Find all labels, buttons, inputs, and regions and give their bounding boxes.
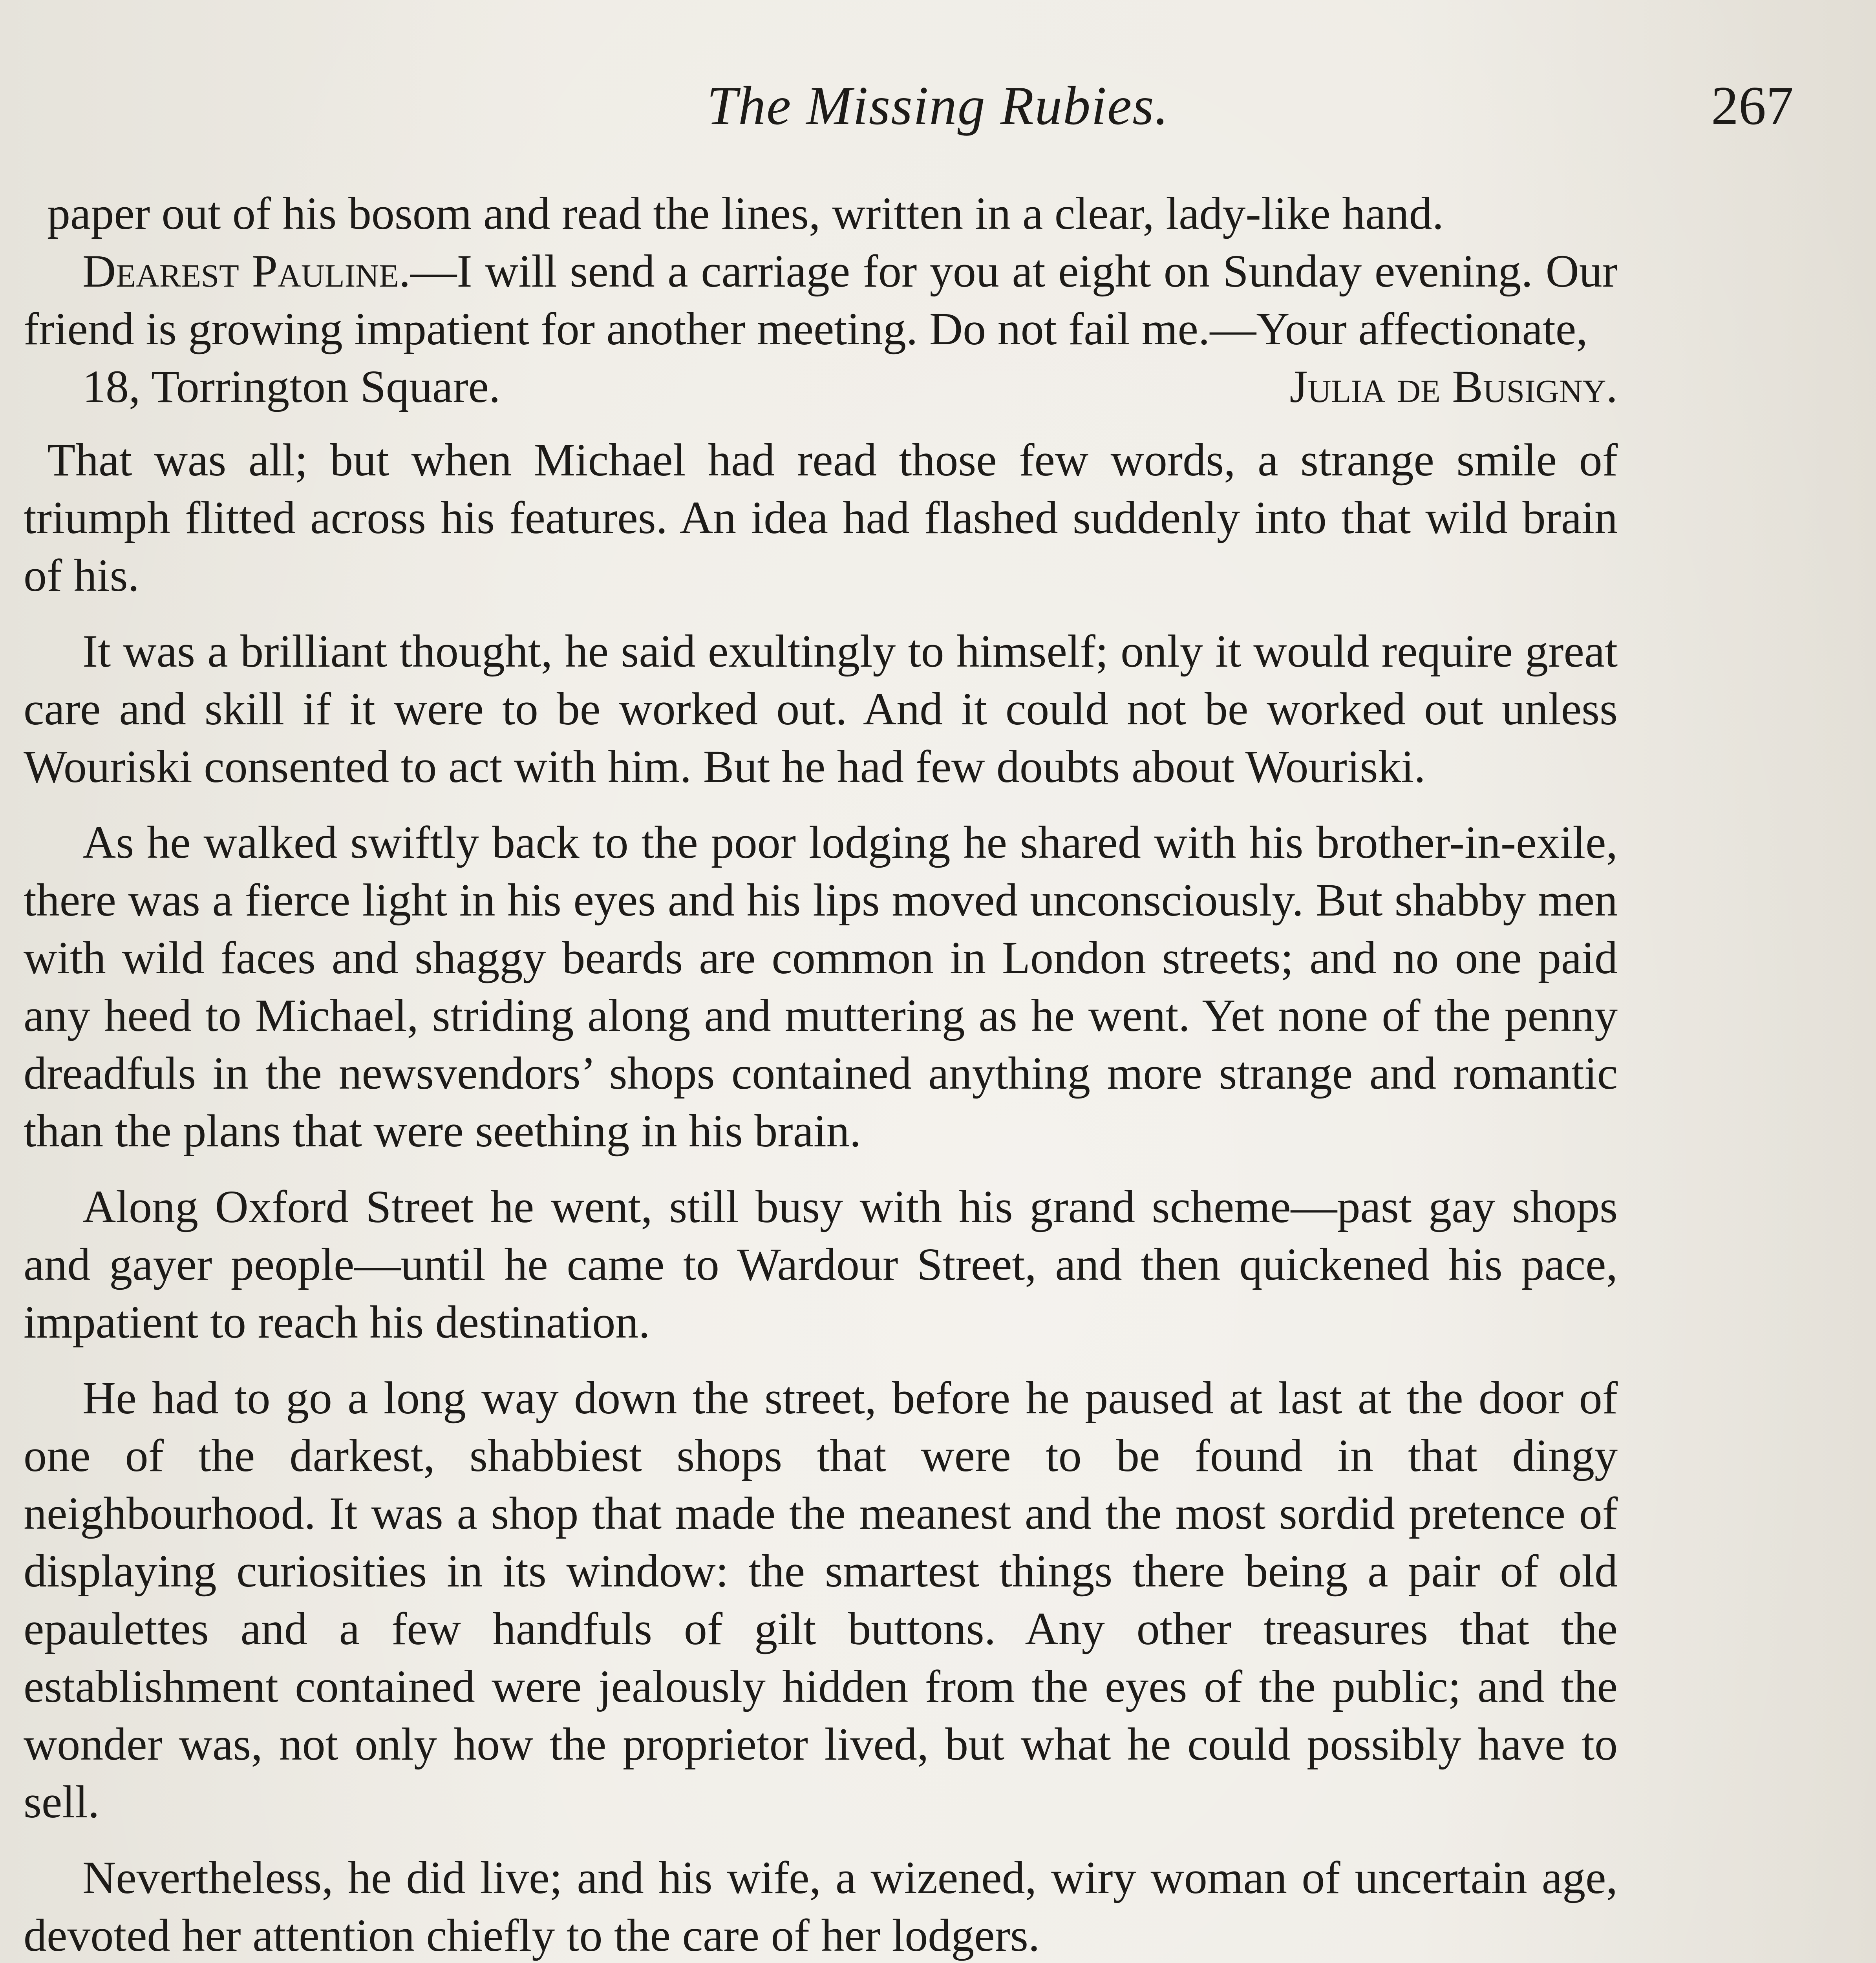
paragraph: Along Oxford Street he went, still busy with his grand scheme—past gay shops and gayer people—until he came to Wardour Street, and then quickened his pace, impatient to reach his destination. <box>24 1181 1618 1348</box>
letter-signature: Julia de Busigny. <box>1289 361 1618 412</box>
paragraph: Nevertheless, he did live; and his wife, a wizened, wiry woman of uncertain age, devoted her attention chiefly to the care of her lodgers. <box>24 1852 1618 1961</box>
letter-body: —I will send a carriage for you at eight on Sunday evening. Our friend is growing impatient for another meeting. Do not fail me.—Your affectionate, <box>24 245 1618 355</box>
letter-address: 18, Torrington Square. <box>82 361 501 412</box>
paragraph: paper out of his bosom and read the lines, written in a clear, lady-like hand. <box>47 188 1444 239</box>
page-header <box>0 67 1876 145</box>
page-number: 267 <box>1711 75 1794 136</box>
letter-closing <box>24 358 1618 415</box>
paragraph: It was a brilliant thought, he said exultingly to himself; only it would require great care and skill if it were to be worked out. And it could not be worked out unless Wouriski consented to act with him. But he had few doubts about Wouriski. <box>24 625 1618 792</box>
body-text <box>24 185 1618 1963</box>
running-title: The Missing Rubies. <box>707 75 1169 136</box>
letter-salutation: Dearest Pauline. <box>82 245 411 297</box>
paragraph: He had to go a long way down the street, before he paused at last at the door of one of the darkest, shabbiest shops that were to be found in that dingy neighbourhood. It was a shop that made the meanest and the most sordid pretence of displaying curiosities in its window: the smartest things there being a pair of old epaulettes and a few handfuls of gilt buttons. Any other treasures that the establishment contained were jealously hidden from the eyes of the public; and the wonder was, not only how the proprietor lived, but what he could possibly have to sell. <box>24 1372 1618 1828</box>
paragraph: As he walked swiftly back to the poor lodging he shared with his brother-in-exile, there was a fierce light in his eyes and his lips moved unconsciously. But shabby men with wild faces and shaggy beards are common in London streets; and no one paid any heed to Michael, striding along and muttering as he went. Yet none of the penny dreadfuls in the newsvendors’ shops contained anything more strange and romantic than the plans that were seething in his brain. <box>24 817 1618 1157</box>
paragraph: That was all; but when Michael had read those few words, a strange smile of triumph flitted across his features. An idea had flashed suddenly into that wild brain of his. <box>24 434 1618 601</box>
letter-text <box>24 242 1618 358</box>
